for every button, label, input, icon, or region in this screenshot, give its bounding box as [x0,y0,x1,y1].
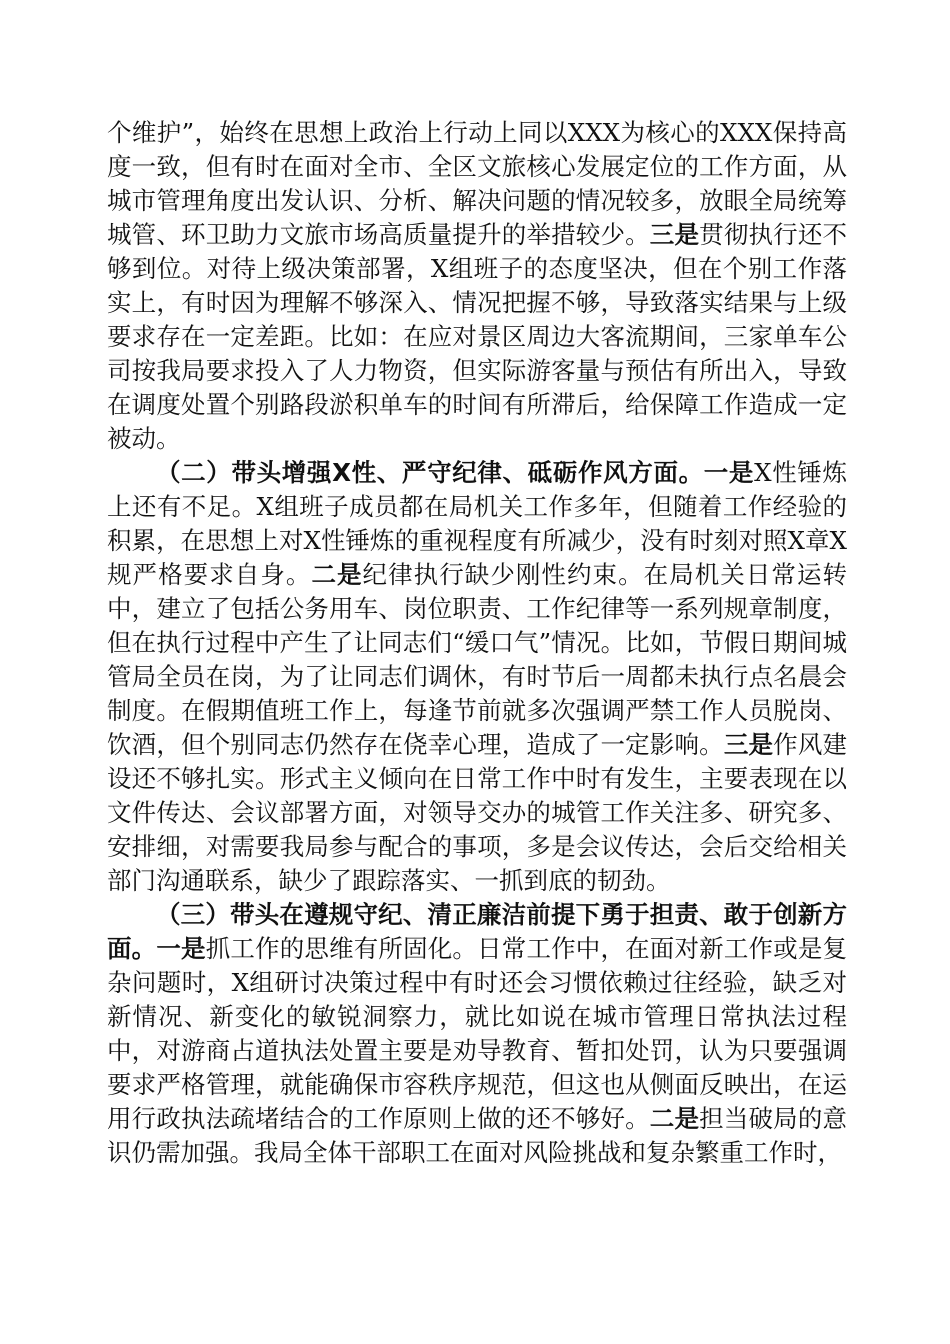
paragraph-1-keyword-san-shi: 三是 [649,220,700,249]
paragraph-3-text-d: 担当破局的意识仍需加强。我局全体干部职工在面对风险挑战和复杂繁重工作时， [107,1104,848,1167]
paragraph-2-keyword-san-shi: 三是 [723,730,774,759]
paragraph-3-keyword-er-shi: 二是 [649,1104,700,1133]
document-page [107,116,847,1170]
paragraph-1-text-c: 贯彻执行还不够到位。对待上级决策部署，X组班子的态度坚决，但在个别工作落实上，有时因为理解不够深入、情况把握不够，导致落实结果与上级要求存在一定差距。比如：在应对景区周边大客流期间，三家单车公司按我局要求投入了人力物资，但实际游客量与预估有所出入，导致在调度处置个别路段淤积单车的时间有所滞后，给保障工作造成一定被动。 [107,220,848,453]
paragraph-2 [107,456,847,898]
paragraph-2-text-b: X性锤炼上还有不足。X组班子成员都在局机关工作多年，但随着工作经验的积累，在思想上对X性锤炼的重视程度有所减少，没有时刻对照X章X规严格要求自身。 [107,458,847,589]
paragraph-2-heading: （二）带头增强X性、严守纪律、砥砺作风方面。一是 [156,458,755,487]
paragraph-3 [107,898,847,1170]
paragraph-3-heading: （三）带头在遵规守纪、清正廉洁前提下勇于担责、敢于创新方面。一是 [107,900,847,963]
paragraph-3-text-b: 抓工作的思维有所固化。日常工作中，在面对新工作或是复杂问题时，X组研讨决策过程中有时还会习惯依赖过往经验，缺乏对新情况、新变化的敏锐洞察力，就比如说在城市管理日常执法过程中，对游商占道执法处置主要是劝导教育、暂扣处罚，认为只要强调要求严格管理，就能确保市容秩序规范，但这也从侧面反映出，在运用行政执法疏堵结合的工作原则上做的还不够好。 [107,934,848,1133]
paragraph-2-keyword-er-shi: 二是 [311,560,363,589]
paragraph-2-text-f: 作风建设还不够扎实。形式主义倾向在日常工作中时有发生，主要表现在以文件传达、会议部署方面，对领导交办的城管工作关注多、研究多、安排细，对需要我局参与配合的事项，多是会议传达，会后交给相关部门沟通联系，缺少了跟踪落实、一抓到底的韧劲。 [107,730,848,895]
paragraph-1 [107,116,847,456]
paragraph-2-text-d: 纪律执行缺少刚性约束。在局机关日常运转中，建立了包括公务用车、岗位职责、工作纪律等一系列规章制度，但在执行过程中产生了让同志们“缓口气”情况。比如，节假日期间城管局全员在岗，为了让同志们调休，有时节后一周都未执行点名晨会制度。在假期值班工作上，每逢节前就多次强调严禁工作人员脱岗、饮酒，但个别同志仍然存在侥幸心理，造成了一定影响。 [107,560,848,759]
paragraph-1-text-a: 个维护”，始终在思想上政治上行动上同以XXX为核心的XXX保持高度一致，但有时在面对全市、全区文旅核心发展定位的工作方面，从城市管理角度出发认识、分析、解决问题的情况较多，放眼全局统筹城管、环卫助力文旅市场高质量提升的举措较少。 [107,118,847,249]
